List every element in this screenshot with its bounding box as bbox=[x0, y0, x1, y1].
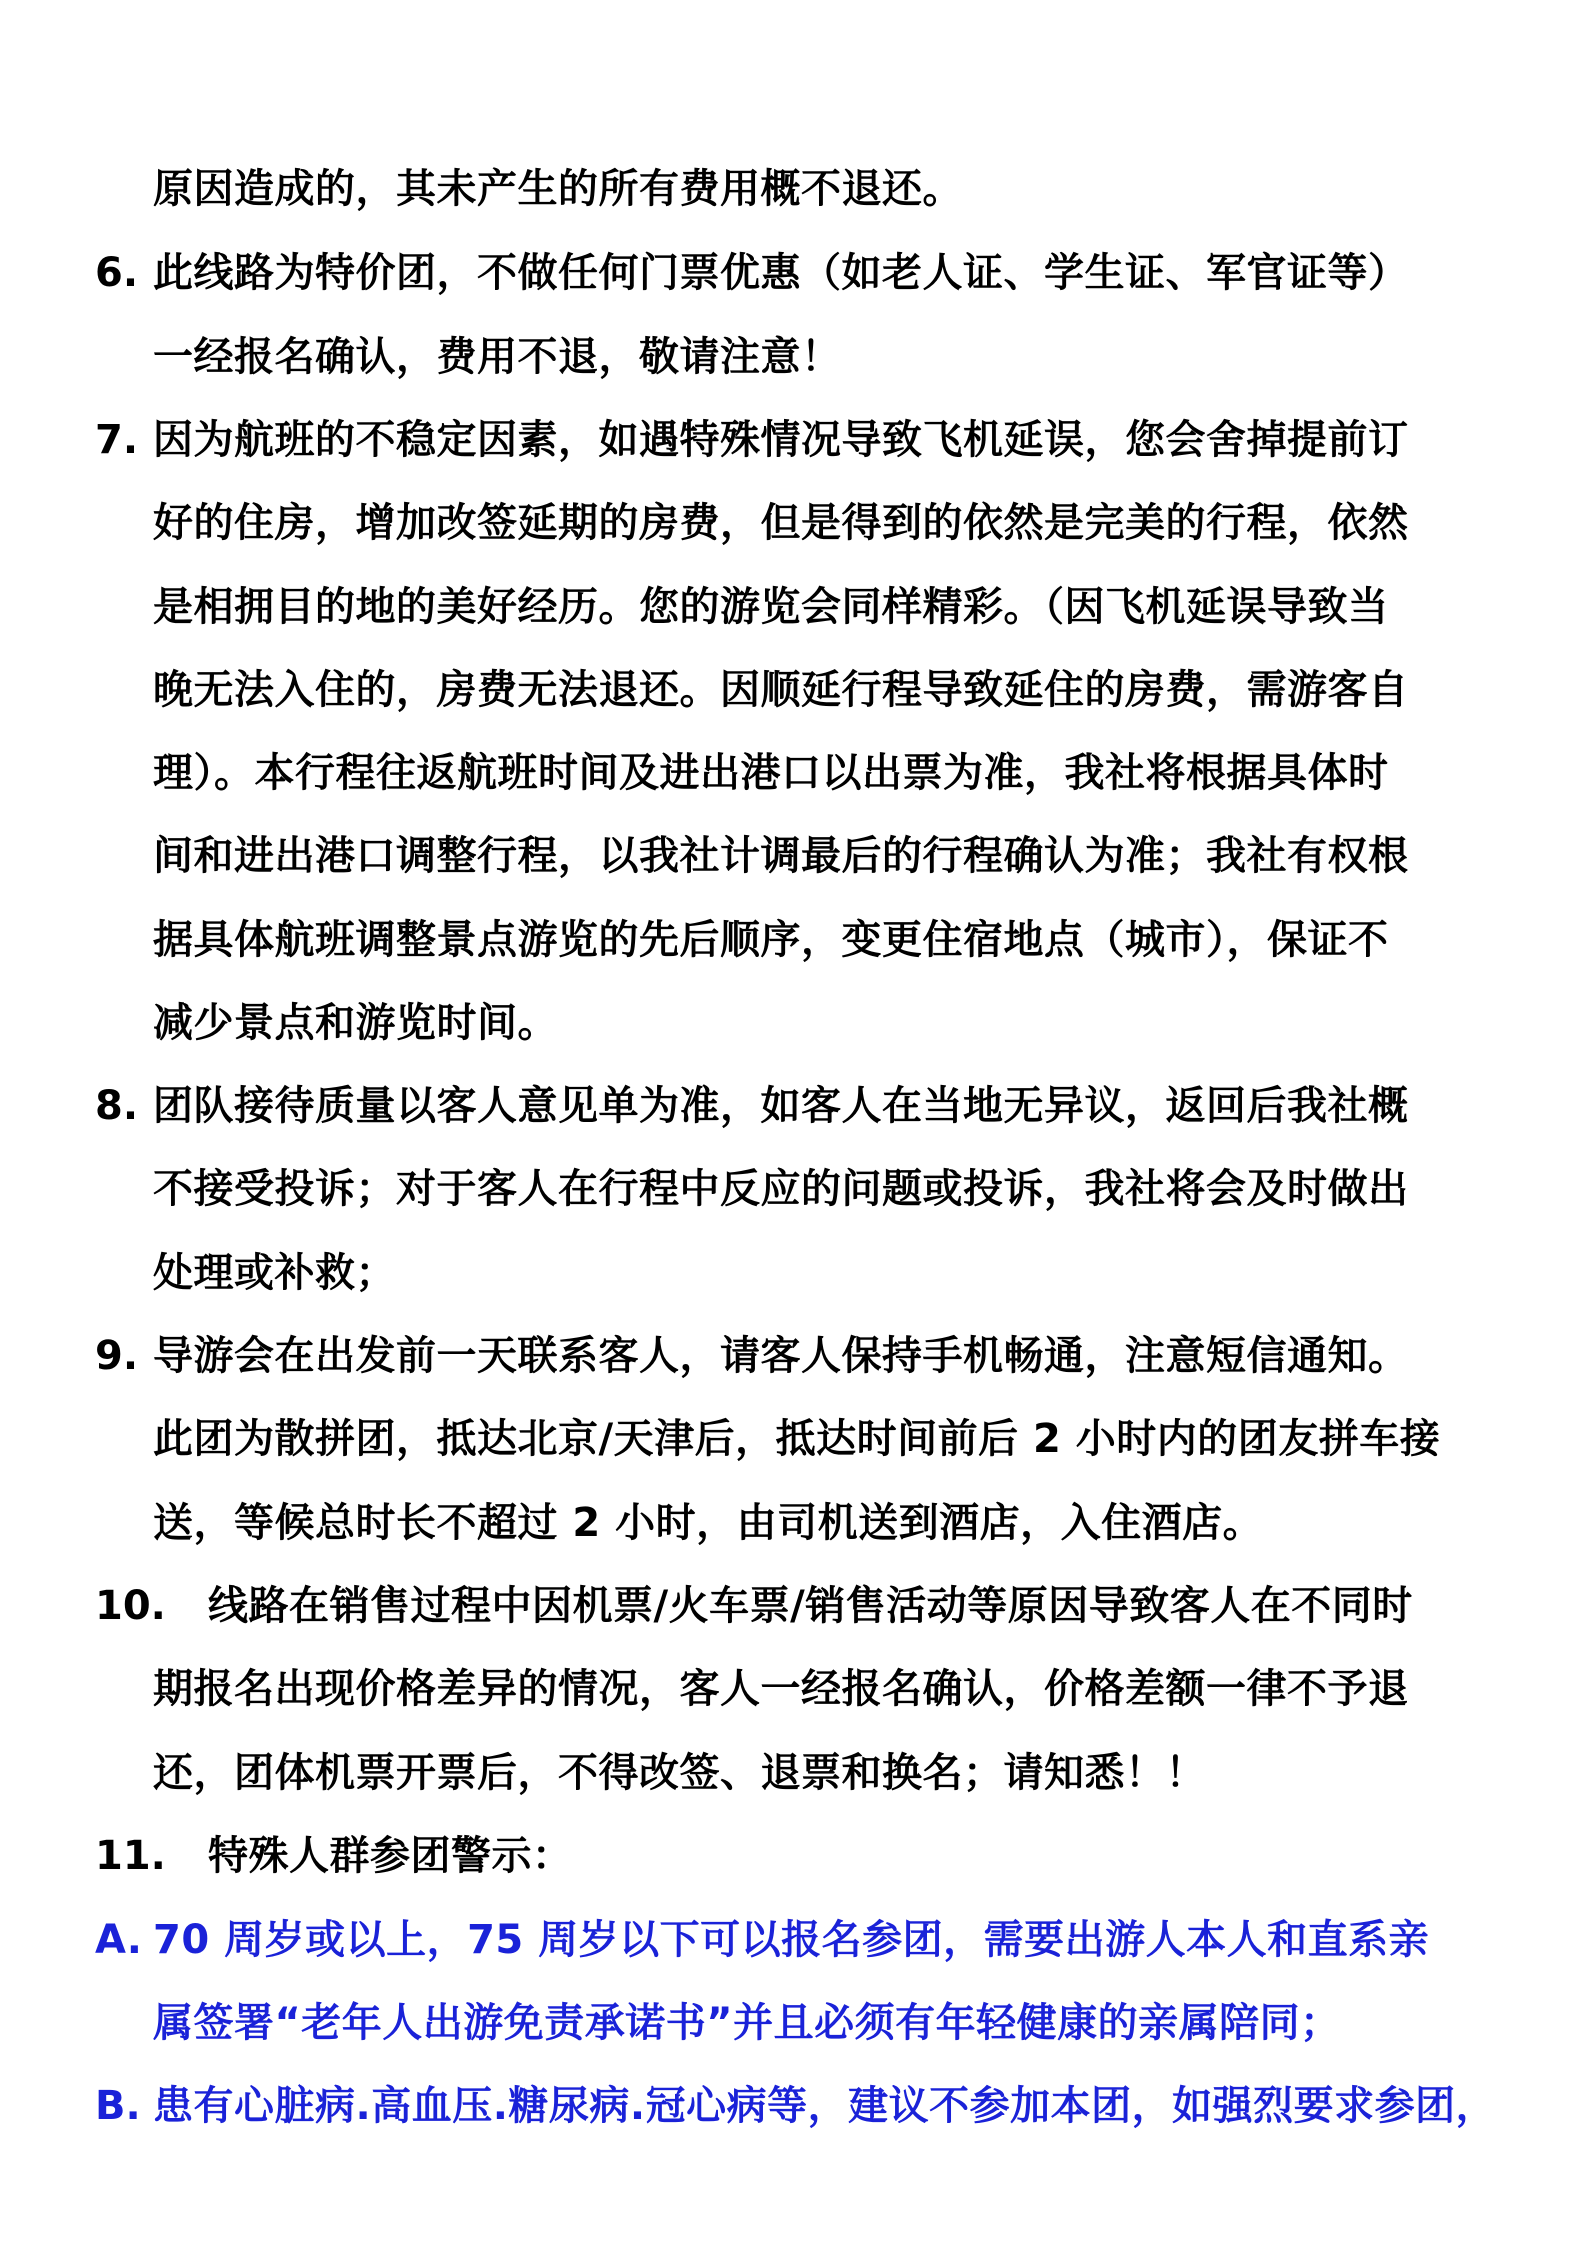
item-a-line-1: 70 周岁或以上，75 周岁以下可以报名参团，需要出游人本人和直系亲 bbox=[153, 1917, 1430, 1963]
item-9-line-3: 送，等候总时长不超过 2 小时，由司机送到酒店，入住酒店。 bbox=[153, 1500, 1264, 1546]
item-7-line-3: 是相拥目的地的美好经历。您的游览会同样精彩。（因飞机延误导致当 bbox=[153, 584, 1389, 630]
item-10-line-2: 期报名出现价格差异的情况，客人一经报名确认，价格差额一律不予退 bbox=[153, 1666, 1409, 1712]
item-9-line-1: 导游会在出发前一天联系客人，请客人保持手机畅通，注意短信通知。 bbox=[153, 1333, 1409, 1379]
item-9-number: 9. bbox=[95, 1333, 139, 1379]
item-8-line-3: 处理或补救； bbox=[153, 1250, 396, 1296]
item-10-line-3: 还，团体机票开票后，不得改签、退票和换名；请知悉！！ bbox=[153, 1750, 1206, 1796]
item-8-line-1: 团队接待质量以客人意见单为准，如客人在当地无异议，返回后我社概 bbox=[153, 1083, 1409, 1129]
item-b-label: B. bbox=[95, 2083, 141, 2129]
item-6-line-1: 此线路为特价团，不做任何门票优惠（如老人证、学生证、军官证等） bbox=[153, 250, 1409, 296]
item-10-line-1: 线路在销售过程中因机票/火车票/销售活动等原因导致客人在不同时 bbox=[208, 1583, 1413, 1629]
item-5-line-1: 原因造成的，其未产生的所有费用概不退还。 bbox=[153, 166, 963, 212]
item-7-line-1: 因为航班的不稳定因素，如遇特殊情况导致飞机延误，您会舍掉提前订 bbox=[153, 417, 1409, 463]
item-7-number: 7. bbox=[95, 417, 139, 463]
item-7-line-2: 好的住房，增加改签延期的房费，但是得到的依然是完美的行程，依然 bbox=[153, 500, 1409, 546]
item-6-number: 6. bbox=[95, 250, 139, 296]
item-7-line-6: 间和进出港口调整行程，以我社计调最后的行程确认为准；我社有权根 bbox=[153, 833, 1409, 879]
item-a-line-2: 属签署“老年人出游免责承诺书”并且必须有年轻健康的亲属陪同； bbox=[153, 2000, 1341, 2046]
item-11-line-1: 特殊人群参团警示： bbox=[208, 1833, 573, 1879]
item-7-line-7: 据具体航班调整景点游览的先后顺序，变更住宿地点（城市），保证不 bbox=[153, 917, 1389, 963]
item-7-line-5: 理）。本行程往返航班时间及进出港口以出票为准，我社将根据具体时 bbox=[153, 750, 1389, 796]
item-b-line-1: 患有心脏病.高血压.糖尿病.冠心病等，建议不参加本团，如强烈要求参团， bbox=[153, 2083, 1497, 2129]
item-6-line-2: 一经报名确认，费用不退，敬请注意！ bbox=[153, 334, 842, 380]
item-10-number: 10. bbox=[95, 1583, 166, 1629]
item-11-number: 11. bbox=[95, 1833, 166, 1879]
item-8-number: 8. bbox=[95, 1083, 139, 1129]
item-8-line-2: 不接受投诉；对于客人在行程中反应的问题或投诉，我社将会及时做出 bbox=[153, 1166, 1409, 1212]
item-9-line-2: 此团为散拼团，抵达北京/天津后，抵达时间前后 2 小时内的团友拼车接 bbox=[153, 1416, 1441, 1462]
item-7-line-8: 减少景点和游览时间。 bbox=[153, 1000, 558, 1046]
item-a-label: A. bbox=[95, 1917, 142, 1963]
item-7-line-4: 晚无法入住的，房费无法退还。因顺延行程导致延住的房费，需游客自 bbox=[153, 667, 1409, 713]
